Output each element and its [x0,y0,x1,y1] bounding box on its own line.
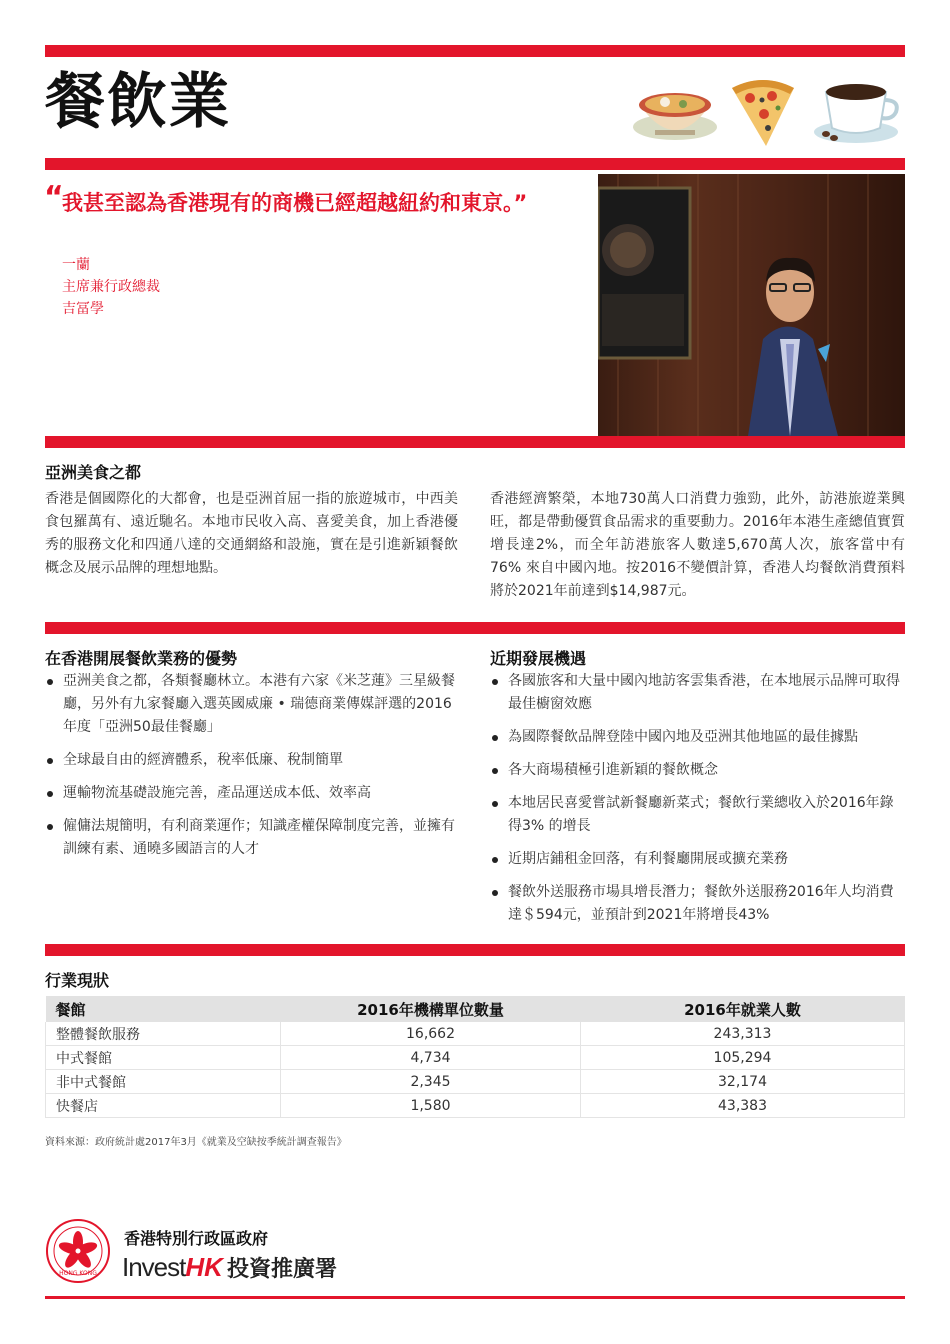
logo-hk: HK [185,1252,223,1282]
advantages-heading: 在香港開展餐飲業務的優勢 [45,649,238,668]
status-heading: 行業現狀 [45,971,110,990]
table-cell: 1,580 [281,1094,581,1118]
table-cell: 快餐店 [46,1094,281,1118]
quote-open-mark: “ [44,180,64,215]
opportunities-list [490,670,905,927]
table-cell: 4,734 [281,1046,581,1070]
status-table [45,996,905,1118]
table-cell: 105,294 [581,1046,905,1070]
top-rule [45,45,905,57]
logo-invest: Invest [122,1252,186,1282]
hub-heading: 亞洲美食之都 [45,463,142,482]
section-rule-2 [45,622,905,634]
list-item: 全球最自由的經濟體系，稅率低廉、稅制簡單 [45,749,458,772]
table-row [46,1070,905,1094]
advantages-list [45,670,458,861]
list-item: 僱傭法規簡明，有利商業運作；知識產權保障制度完善，並擁有訓練有素、通曉多國語言的人才 [45,815,458,861]
noodle-bowl-icon [630,75,720,141]
table-cell: 2,345 [281,1070,581,1094]
hub-paragraph-right: 香港經濟繁榮，本地730萬人口消費力強勁，此外，訪港旅遊業興旺，都是帶動優質食品需求的重要動力。2016年本港生產總值實質增長達2%，而全年訪港旅客人數達5,670萬人次，旅客當中有76% 來自中國內地。按2016不變價計算，香港人均餐飲消費預料將於2021年前達到$14,987元。 [490,491,905,599]
column-header: 2016年就業人數 [581,996,905,1022]
hub-paragraph-left: 香港是個國際化的大都會，也是亞洲首屈一指的旅遊城市，中西美食包羅萬有、遠近馳名。本地市民收入高、喜愛美食，加上香港優秀的服務文化和四通八達的交通網絡和設施，實在是引進新穎餐飲概念及展示品牌的理想地點。 [45,491,458,576]
government-name: 香港特別行政區政府 [124,1229,269,1248]
table-row [46,1022,905,1046]
quote-company: 一蘭 [62,257,90,273]
list-item: 餐飲外送服務市場具增長潛力；餐飲外送服務2016年人均消費達＄594元，並預計到2021年將增長43% [490,881,905,927]
quote-name: 吉冨學 [62,301,104,317]
coffee-cup-icon [812,80,904,144]
list-item: 運輸物流基礎設施完善，產品運送成本低、效率高 [45,782,458,805]
opportunities-heading: 近期發展機遇 [490,649,587,668]
emblem-text: HONG KONG [59,1270,97,1277]
list-item: 為國際餐飲品牌登陸中國內地及亞洲其他地區的最佳據點 [490,726,905,749]
list-item: 各國旅客和大量中國內地訪客雲集香港，在本地展示品牌可取得最佳櫥窗效應 [490,670,905,716]
column-header: 2016年機構單位數量 [281,996,581,1022]
page-title: 餐飲業 [45,67,231,137]
list-item: 本地居民喜愛嘗試新餐廳新菜式；餐飲行業總收入於2016年錄得3% 的增長 [490,792,905,838]
pull-quote: 我甚至認為香港現有的商機已經超越紐約和東京。” [62,191,528,215]
bottom-rule [45,1296,905,1299]
table-cell: 16,662 [281,1022,581,1046]
logo-chinese: 投資推廣署 [226,1257,337,1282]
list-item: 亞洲美食之都，各類餐廳林立。本港有六家《米芝蓮》三星級餐廳，另外有九家餐廳入選英國威廉 • 瑞德商業傳媒評選的2016年度「亞洲50最佳餐廳」 [45,670,458,739]
table-cell: 32,174 [581,1070,905,1094]
table-cell: 非中式餐館 [46,1070,281,1094]
quote-role: 主席兼行政總裁 [62,279,160,295]
table-cell: 整體餐飲服務 [46,1022,281,1046]
table-row [46,1094,905,1118]
executive-photo [598,174,905,436]
column-header: 餐館 [46,996,281,1022]
source-note: 資料來源：政府統計處2017年3月《就業及空缺按季統計調查報告》 [45,1137,347,1148]
table-header-row [46,996,905,1022]
header-rule [45,158,905,170]
pizza-slice-icon [728,76,798,148]
table-cell: 243,313 [581,1022,905,1046]
section-rule-1 [45,436,905,448]
table-cell: 中式餐館 [46,1046,281,1070]
investhk-logo [122,1252,337,1283]
table-row [46,1046,905,1070]
list-item: 各大商場積極引進新穎的餐飲概念 [490,759,905,782]
section-rule-3 [45,944,905,956]
list-item: 近期店鋪租金回落，有利餐廳開展或擴充業務 [490,848,905,871]
hksar-emblem-icon [45,1218,111,1284]
table-cell: 43,383 [581,1094,905,1118]
